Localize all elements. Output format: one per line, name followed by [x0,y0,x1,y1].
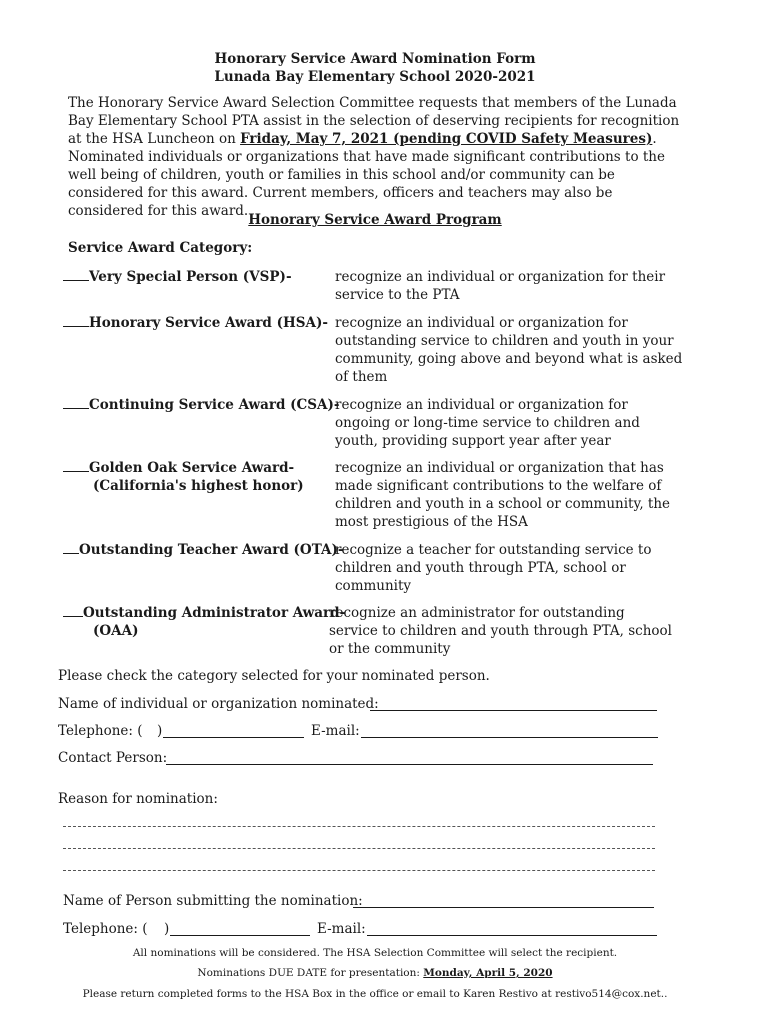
award-row-golden-oak [63,459,304,495]
contact-field[interactable] [166,750,653,765]
reason-line-1[interactable] [63,826,655,827]
award-name: Honorary Service Award (HSA)- [89,315,328,331]
award-row-ota [63,541,343,559]
submitter-telephone-field[interactable] [170,921,310,936]
award-row-oaa [63,604,345,640]
award-name: Continuing Service Award (CSA)- [89,397,340,413]
due-date: Monday, April 5, 2020 [423,967,553,979]
contact-label: Contact Person: [58,750,168,766]
submitter-email-field[interactable] [367,921,657,936]
submitter-email-label: E-mail: [317,921,366,937]
luncheon-date: Friday, May 7, 2021 (pending COVID Safety Measures) [240,131,653,147]
award-desc-golden-oak: recognize an individual or organization that has made significant contributions to the welfare of children and youth in a school or community, the most prestigious of the HSA [335,460,671,530]
award-desc-vsp: recognize an individual or organization for their service to the PTA [335,269,666,303]
award-row-hsa [63,314,328,332]
telephone-field[interactable] [163,723,304,738]
category-heading: Service Award Category: [68,240,253,256]
submitter-label: Name of Person submitting the nomination: [63,893,363,909]
intro-text-start: The Honorary Service Award Selection Committee requests that members of the Lunada Bay Elementary School PTA assist in the selection of deserving recipients for recognition at the HSA Luncheon on [68,95,680,147]
award-name: Outstanding Teacher Award (OTA)- [79,542,344,558]
nominee-field[interactable] [370,696,657,711]
vsp-check-blank[interactable] [63,268,89,281]
footer-note: All nominations will be considered. The HSA Selection Committee will select the recipient. [132,947,618,959]
reason-line-3[interactable] [63,870,655,871]
intro-text-end: . Nominated individuals or organizations that have made significant contributions to the well being of children, youth or families in this school and/or community can be considered for this award. Current members, officers and teachers may also be considered for this award. [68,131,665,219]
award-desc-ota: recognize a teacher for outstanding service to children and youth through PTA, school or community [335,542,652,594]
award-row-csa [63,396,339,414]
nominee-label: Name of individual or organization nominated: [58,696,379,712]
award-name: Outstanding Administrator Award- [83,605,346,621]
reason-label: Reason for nomination: [58,791,218,807]
oaa-check-blank[interactable] [63,604,83,617]
csa-check-blank[interactable] [63,396,89,409]
email-field[interactable] [361,723,658,738]
program-heading: Honorary Service Award Program [248,212,502,228]
award-name: Very Special Person (VSP)- [89,269,292,285]
reason-line-2[interactable] [63,848,655,849]
submitter-field[interactable] [353,893,654,908]
award-subtitle: (OAA) [93,623,139,639]
award-name: Golden Oak Service Award- [89,460,295,476]
hsa-check-blank[interactable] [63,314,89,327]
award-row-vsp [63,268,292,286]
award-desc-csa: recognize an individual or organization for ongoing or long-time service to children and youth, providing support year after year [335,397,640,449]
intro-paragraph [68,94,688,220]
telephone-label: Telephone: ( [58,723,143,739]
award-desc-oaa: recognize an administrator for outstanding service to children and youth through PTA, school or the community [329,605,672,657]
ota-check-blank[interactable] [63,541,79,554]
footer-return: Please return completed forms to the HSA Box in the office or email to Karen Restivo at restivo514@cox.net.. [82,988,668,1000]
school-title: Lunada Bay Elementary School 2020-2021 [214,69,536,85]
submitter-telephone-label: Telephone: ( [63,921,148,937]
due-label: Nominations DUE DATE for presentation: [197,967,424,979]
golden-oak-check-blank[interactable] [63,459,89,472]
check-instruction: Please check the category selected for your nominated person. [58,668,490,684]
form-title: Honorary Service Award Nomination Form [214,51,536,67]
award-subtitle: (California's highest honor) [93,478,304,494]
telephone-paren-close: ) [157,723,163,739]
submitter-telephone-paren-close: ) [164,921,170,937]
award-desc-hsa: recognize an individual or organization for outstanding service to children and youth in your community, going above and beyond what is asked of them [335,315,683,385]
footer-due [0,967,750,979]
email-label: E-mail: [311,723,360,739]
